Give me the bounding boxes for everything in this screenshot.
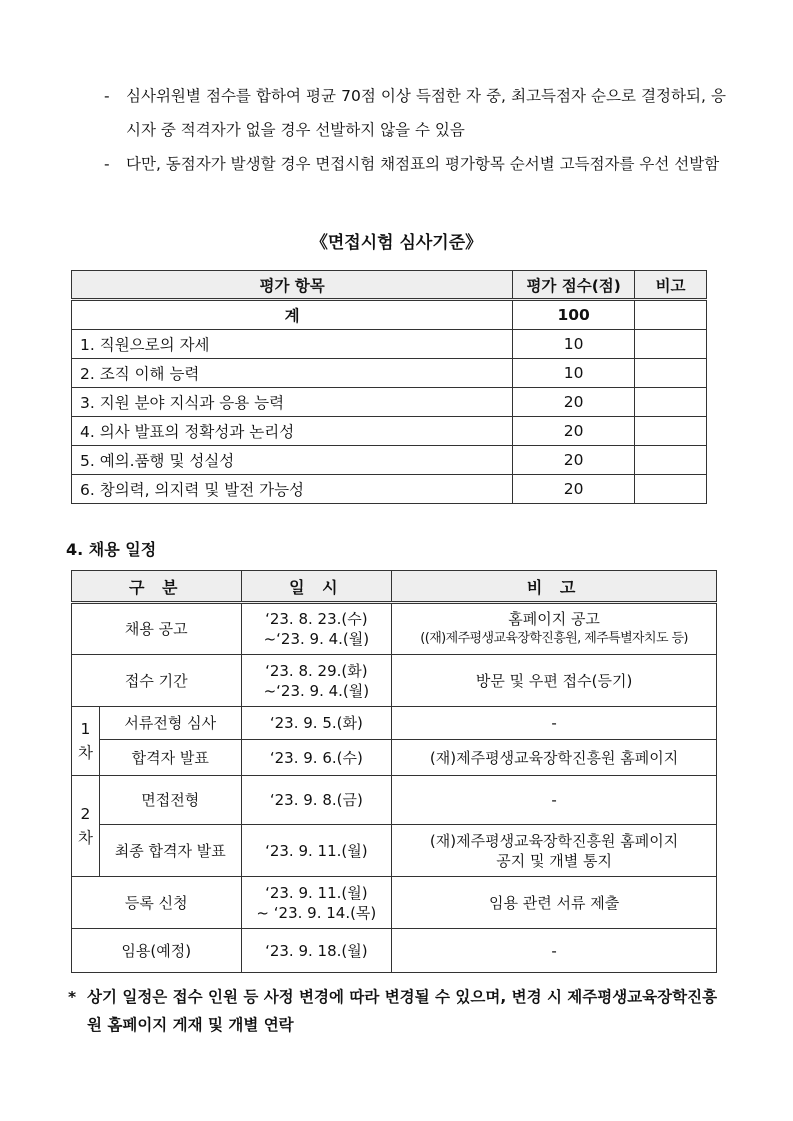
schedule-label: 최종 합격자 발표 bbox=[99, 825, 241, 877]
schedule-date: ‘23. 9. 8.(금) bbox=[241, 776, 392, 825]
table-row bbox=[72, 475, 707, 504]
eval-score: 10 bbox=[513, 359, 635, 388]
schedule-date: ‘23. 9. 18.(월) bbox=[241, 929, 392, 973]
paragraph-text: 심사위원별 점수를 합하여 평균 70점 이상 득점한 자 중, 최고득점자 순으로 결정하되, 응시자 중 적격자가 없을 경우 선발하지 않을 수 있음 bbox=[126, 87, 726, 139]
note-line: (재)제주평생교육장학진흥원 홈페이지 bbox=[429, 831, 679, 850]
footnote bbox=[68, 983, 728, 1039]
eval-score: 20 bbox=[513, 446, 635, 475]
schedule-label: 접수 기간 bbox=[72, 655, 242, 707]
table-header-row bbox=[72, 571, 717, 603]
table-row bbox=[72, 825, 717, 877]
eval-note bbox=[635, 446, 707, 475]
eval-score: 20 bbox=[513, 388, 635, 417]
schedule-date bbox=[241, 877, 392, 929]
date-end: ~‘23. 9. 4.(월) bbox=[263, 630, 370, 648]
date-end: ~‘23. 9. 4.(월) bbox=[263, 681, 370, 700]
stage-1-label bbox=[72, 707, 100, 776]
schedule-date bbox=[241, 603, 392, 655]
table-row bbox=[72, 417, 707, 446]
stage-number: 1 bbox=[80, 720, 91, 738]
table-row bbox=[72, 603, 717, 655]
schedule-note: (재)제주평생교육장학진흥원 홈페이지 bbox=[392, 740, 717, 776]
eval-item: 4. 의사 발표의 정확성과 논리성 bbox=[72, 417, 513, 446]
recruitment-schedule-table bbox=[71, 570, 717, 973]
eval-item: 3. 지원 분야 지식과 응용 능력 bbox=[72, 388, 513, 417]
schedule-label: 등록 신청 bbox=[72, 877, 242, 929]
eval-score: 20 bbox=[513, 417, 635, 446]
footnote-asterisk: * bbox=[68, 988, 77, 1006]
schedule-label: 임용(예정) bbox=[72, 929, 242, 973]
schedule-note: 임용 관련 서류 제출 bbox=[392, 877, 717, 929]
eval-item: 6. 창의력, 의지력 및 발전 가능성 bbox=[72, 475, 513, 504]
schedule-note: - bbox=[392, 707, 717, 740]
paragraph-2 bbox=[104, 147, 726, 181]
stage-2-label bbox=[72, 776, 100, 877]
bullet-dash: - bbox=[104, 87, 110, 105]
eval-table-title: 《면접시험 심사기준》 bbox=[310, 233, 483, 253]
schedule-note bbox=[392, 825, 717, 877]
table-row bbox=[72, 877, 717, 929]
eval-note bbox=[635, 388, 707, 417]
paragraph-text: 다만, 동점자가 발생할 경우 면접시험 채점표의 평가항목 순서별 고득점자를 우선 선발함 bbox=[126, 155, 720, 173]
schedule-label: 서류전형 심사 bbox=[99, 707, 241, 740]
eval-note bbox=[635, 417, 707, 446]
header-score: 평가 점수(점) bbox=[513, 271, 635, 300]
table-row bbox=[72, 776, 717, 825]
schedule-note bbox=[392, 603, 717, 655]
date-start: ‘23. 8. 29.(화) bbox=[265, 661, 368, 680]
date-end: ~ ‘23. 9. 14.(목) bbox=[256, 903, 377, 922]
total-row bbox=[72, 300, 707, 330]
eval-note bbox=[635, 330, 707, 359]
header-datetime: 일 시 bbox=[241, 571, 392, 603]
eval-score: 20 bbox=[513, 475, 635, 504]
table-row bbox=[72, 929, 717, 973]
table-row bbox=[72, 446, 707, 475]
schedule-date: ‘23. 9. 6.(수) bbox=[241, 740, 392, 776]
schedule-label: 채용 공고 bbox=[72, 603, 242, 655]
note-line: 공지 및 개별 통지 bbox=[496, 851, 612, 870]
total-note bbox=[635, 300, 707, 330]
paragraph-1 bbox=[104, 79, 726, 147]
table-row bbox=[72, 655, 717, 707]
note-line: 홈페이지 공고 bbox=[508, 610, 600, 628]
eval-note bbox=[635, 359, 707, 388]
header-item: 평가 항목 bbox=[72, 271, 513, 300]
bullet-dash: - bbox=[104, 155, 110, 173]
table-header-row bbox=[72, 271, 707, 300]
header-note: 비고 bbox=[635, 271, 707, 300]
footnote-text: 상기 일정은 접수 인원 등 사정 변경에 따라 변경될 수 있으며, 변경 시 제주평생교육장학진흥원 홈페이지 게재 및 개별 연락 bbox=[87, 988, 718, 1034]
header-category: 구 분 bbox=[72, 571, 242, 603]
header-remarks: 비 고 bbox=[392, 571, 717, 603]
schedule-note: 방문 및 우편 접수(등기) bbox=[392, 655, 717, 707]
stage-suffix: 차 bbox=[77, 744, 93, 762]
note-line-small: ((재)제주평생교육장학진흥원, 제주특별자치도 등) bbox=[420, 631, 688, 646]
schedule-date: ‘23. 9. 5.(화) bbox=[241, 707, 392, 740]
stage-suffix: 차 bbox=[77, 829, 93, 847]
date-start: ‘23. 9. 11.(월) bbox=[265, 883, 368, 902]
table-row bbox=[72, 359, 707, 388]
eval-item: 2. 조직 이해 능력 bbox=[72, 359, 513, 388]
stage-number: 2 bbox=[80, 805, 91, 823]
schedule-note: - bbox=[392, 776, 717, 825]
section-4-title: 4. 채용 일정 bbox=[66, 540, 157, 559]
date-start: ‘23. 8. 23.(수) bbox=[265, 610, 368, 628]
eval-item: 1. 직원으로의 자세 bbox=[72, 330, 513, 359]
schedule-label: 면접전형 bbox=[99, 776, 241, 825]
eval-note bbox=[635, 475, 707, 504]
schedule-date: ‘23. 9. 11.(월) bbox=[241, 825, 392, 877]
schedule-note: - bbox=[392, 929, 717, 973]
total-label: 계 bbox=[72, 300, 513, 330]
schedule-label: 합격자 발표 bbox=[99, 740, 241, 776]
table-row bbox=[72, 388, 707, 417]
total-score: 100 bbox=[513, 300, 635, 330]
eval-score: 10 bbox=[513, 330, 635, 359]
eval-item: 5. 예의.품행 및 성실성 bbox=[72, 446, 513, 475]
schedule-date bbox=[241, 655, 392, 707]
table-row bbox=[72, 707, 717, 740]
table-row bbox=[72, 330, 707, 359]
evaluation-criteria-table bbox=[71, 270, 707, 504]
table-row bbox=[72, 740, 717, 776]
